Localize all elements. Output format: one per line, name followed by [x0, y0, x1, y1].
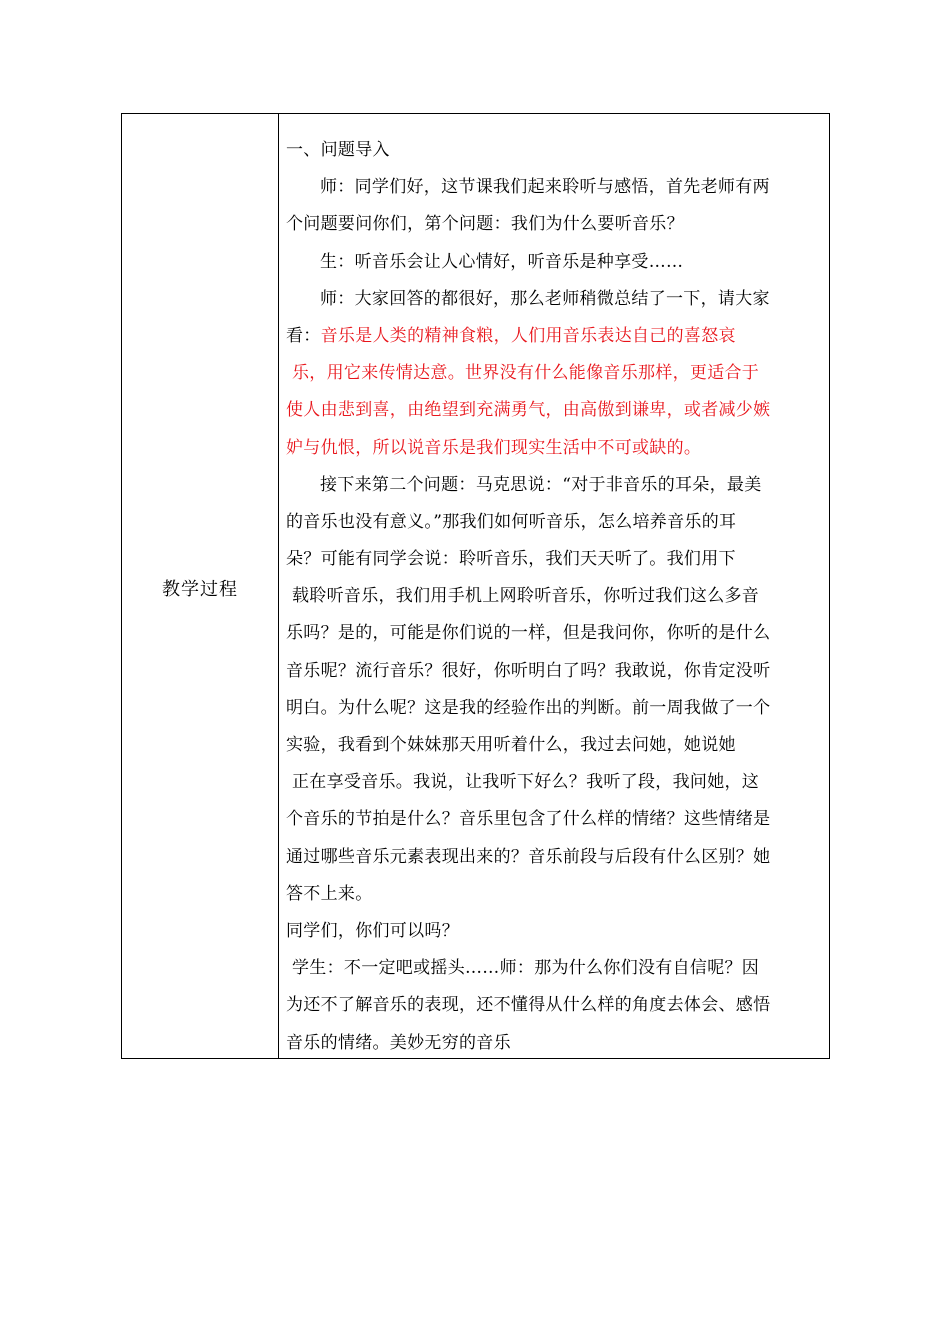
line-text: 妒与仇恨，所以说音乐是我们现实生活中不可或缺的。 — [286, 437, 702, 458]
line-text: 看： — [286, 325, 321, 346]
line-text: 答不上来。 — [286, 883, 373, 904]
text-line — [286, 169, 823, 206]
text-line — [286, 653, 823, 690]
text-line — [286, 839, 823, 876]
line-text: 接下来第二个问题：马克思说：“对于非音乐的耳朵，最美 — [320, 474, 762, 495]
line-text: 师：同学们好，这节课我们起来聆听与感悟，首先老师有两 — [320, 177, 770, 198]
text-line — [286, 132, 823, 169]
line-text: 朵？可能有同学会说：聆听音乐，我们天天听了。我们用下 — [286, 549, 736, 570]
line-text: 通过哪些音乐元素表现出来的？音乐前段与后段有什么区别？她 — [286, 846, 771, 867]
text-line — [286, 281, 823, 318]
text-line — [286, 690, 823, 727]
text-line — [286, 504, 823, 541]
line-text: 生：听音乐会让人心情好，听音乐是种享受…… — [320, 251, 684, 272]
line-text: 个问题要问你们，第个问题：我们为什么要听音乐？ — [286, 214, 684, 235]
content-cell — [279, 114, 829, 1058]
line-text: 实验，我看到个妹妹那天用听着什么，我过去问她，她说她 — [286, 735, 736, 755]
text-line — [286, 578, 823, 615]
lesson-table — [121, 113, 830, 1059]
line-text: 乐，用它来传情达意。世界没有什么能像音乐那样，更适合于 — [292, 363, 760, 384]
text-line — [286, 392, 823, 429]
text-line — [286, 467, 823, 504]
line-text: 师：大家回答的都很好，那么老师稍微总结了一下，请大家 — [320, 288, 770, 309]
text-line — [286, 541, 823, 578]
line-text: 一、问题导入 — [286, 140, 390, 160]
line-text: 的音乐也没有意义。”那我们如何听音乐，怎么培养音乐的耳 — [286, 511, 737, 532]
text-line — [286, 430, 823, 467]
line-text: 个音乐的节拍是什么？音乐里包含了什么样的情绪？这些情绪是 — [286, 809, 771, 830]
text-line — [286, 987, 823, 1024]
text-line — [286, 244, 823, 281]
text-line — [286, 318, 823, 355]
text-line — [286, 950, 823, 987]
text-line — [286, 615, 823, 652]
line-text: 正在享受音乐。我说，让我听下好么？我听了段，我问她，这 — [292, 772, 760, 793]
text-line — [286, 1025, 823, 1062]
text-line — [286, 876, 823, 913]
row-label: 教学过程 — [162, 579, 238, 600]
text-line — [286, 764, 823, 801]
text-line — [286, 206, 823, 243]
line-text: 载聆听音乐，我们用手机上网聆听音乐，你听过我们这么多音 — [292, 586, 760, 607]
line-text-highlight: 音乐是人类的精神食粮，人们用音乐表达自己的喜怒哀 — [320, 325, 736, 346]
text-line — [286, 801, 823, 838]
line-text: 使人由悲到喜，由绝望到充满勇气，由高傲到谦卑，或者减少嫉 — [286, 400, 771, 421]
text-line — [286, 355, 823, 392]
line-text: 同学们，你们可以吗？ — [286, 920, 459, 941]
line-text: 学生：不一定吧或摇头……师：那为什么你们没有自信呢？因 — [292, 958, 760, 979]
line-text: 乐吗？是的，可能是你们说的一样，但是我问你，你听的是什么 — [286, 623, 771, 644]
line-text: 音乐的情绪。美妙无穷的音乐 — [286, 1032, 511, 1053]
text-line — [286, 727, 823, 764]
line-text: 明白。为什么呢？这是我的经验作出的判断。前一周我做了一个 — [286, 697, 771, 718]
row-label-cell — [122, 114, 279, 1058]
text-line — [286, 913, 823, 950]
line-text: 音乐呢？流行音乐？很好，你听明白了吗？我敢说，你肯定没听 — [286, 660, 771, 681]
line-text: 为还不了解音乐的表现，还不懂得从什么样的角度去体会、感悟 — [286, 995, 771, 1016]
